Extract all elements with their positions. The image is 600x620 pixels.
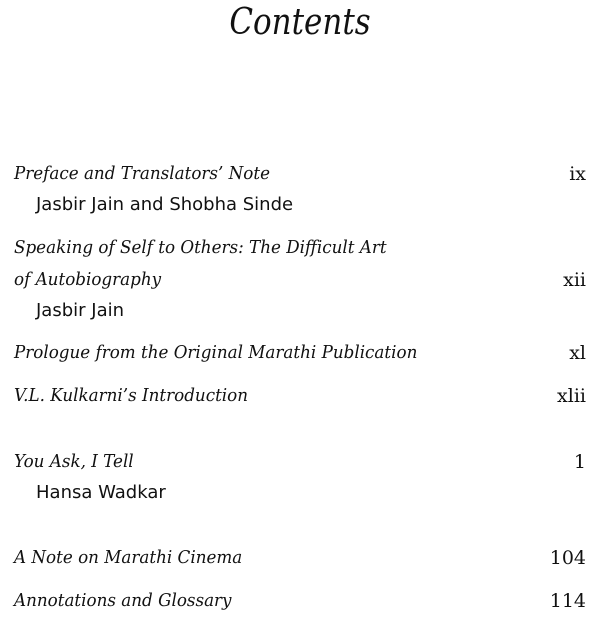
- toc-entry-page: xlii: [557, 385, 586, 407]
- toc-entry-page: 104: [549, 547, 586, 569]
- toc-entry-title: Speaking of Self to Others: The Difficult Art: [14, 237, 387, 258]
- toc-entry-author: Jasbir Jain: [36, 300, 125, 321]
- toc-entry-page: ix: [569, 163, 586, 185]
- toc-entry-title-continued: of Autobiography: [14, 269, 162, 290]
- toc-entry-author: Hansa Wadkar: [36, 482, 166, 503]
- toc-entry-title: V.L. Kulkarni’s Introduction: [14, 385, 249, 406]
- toc-entry-title: Preface and Translators’ Note: [14, 163, 271, 184]
- toc-entry-author: Jasbir Jain and Shobha Sinde: [36, 194, 294, 215]
- toc-entry-you-ask-i-tell: [14, 446, 586, 508]
- toc-entry-page: 114: [549, 590, 586, 612]
- toc-entry-page: xii: [563, 269, 586, 291]
- toc-entry-title: Annotations and Glossary: [14, 590, 232, 611]
- page-title: Contents: [229, 2, 371, 43]
- toc-entry-preface: [14, 158, 586, 220]
- toc-entry-introduction: [14, 380, 586, 412]
- toc-entry-title: You Ask, I Tell: [14, 451, 134, 472]
- toc-entry-speaking-of-self: [14, 232, 586, 326]
- toc-entry-title: A Note on Marathi Cinema: [14, 547, 243, 568]
- toc-entry-prologue: [14, 337, 586, 369]
- toc-entry-page: xl: [569, 342, 586, 364]
- toc-entry-page: 1: [573, 451, 586, 473]
- toc-entry-annotations: [14, 585, 586, 617]
- toc-entry-marathi-cinema: [14, 542, 586, 574]
- toc-entry-title: Prologue from the Original Marathi Publication: [14, 342, 418, 363]
